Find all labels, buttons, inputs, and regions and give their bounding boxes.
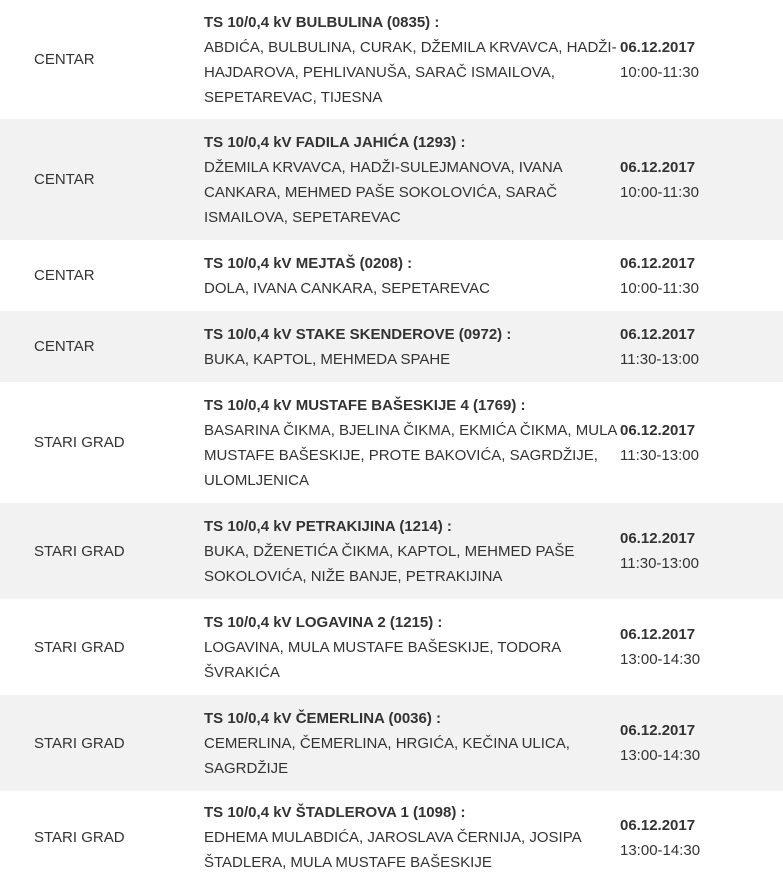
table-row bbox=[0, 503, 783, 599]
area-cell bbox=[0, 791, 204, 884]
area-name: STARI GRAD bbox=[34, 434, 125, 451]
datetime-cell bbox=[620, 695, 783, 791]
streets-cell bbox=[204, 791, 620, 884]
outage-date: 06.12.2017 bbox=[620, 722, 696, 739]
streets-cell bbox=[204, 311, 620, 382]
streets-list: BUKA, KAPTOL, MEHMEDA SPAHE bbox=[204, 350, 451, 368]
area-cell bbox=[0, 695, 204, 791]
datetime-cell bbox=[620, 599, 783, 695]
station-title: TS 10/0,4 kV FADILA JAHIĆA (1293) : bbox=[204, 133, 466, 151]
outage-date: 06.12.2017 bbox=[620, 325, 696, 343]
streets-cell bbox=[204, 503, 620, 599]
streets-list: CEMERLINA, ČEMERLINA, HRGIĆA, KEČINA ULICA, SAGRDŽIJE bbox=[204, 734, 570, 777]
station-title: TS 10/0,4 kV LOGAVINA 2 (1215) : bbox=[204, 613, 443, 631]
streets-list: ABDIĆA, BULBULINA, CURAK, DŽEMILA KRVAVCA, HADŽI-HAJDAROVA, PEHLIVANUŠA, SARAČ ISMAILOVA, SEPETAREVAC, TIJESNA bbox=[204, 38, 617, 106]
area-name: STARI GRAD bbox=[34, 829, 125, 846]
datetime-cell bbox=[620, 0, 783, 119]
streets-list: BASARINA ČIKMA, BJELINA ČIKMA, EKMIĆA ČIKMA, MULA MUSTAFE BAŠESKIJE, PROTE BAKOVIĆA, SAGRDŽIJE, ULOMLJENICA bbox=[204, 421, 617, 489]
datetime-cell bbox=[620, 240, 783, 311]
station-title: TS 10/0,4 kV PETRAKIJINA (1214) : bbox=[204, 517, 452, 535]
table-row bbox=[0, 119, 783, 240]
streets-cell bbox=[204, 695, 620, 791]
outage-date: 06.12.2017 bbox=[620, 158, 696, 176]
datetime-cell bbox=[620, 791, 783, 884]
area-name: STARI GRAD bbox=[34, 638, 125, 656]
outage-time: 11:30-13:00 bbox=[620, 446, 699, 464]
table-row bbox=[0, 599, 783, 695]
streets-cell bbox=[204, 119, 620, 240]
datetime-cell bbox=[620, 382, 783, 503]
table-row bbox=[0, 311, 783, 382]
table-row bbox=[0, 791, 783, 884]
outage-time: 10:00-11:30 bbox=[620, 63, 699, 81]
station-title: TS 10/0,4 kV BULBULINA (0835) : bbox=[204, 13, 440, 31]
area-cell bbox=[0, 119, 204, 240]
area-cell bbox=[0, 382, 204, 503]
datetime-cell bbox=[620, 503, 783, 599]
area-cell bbox=[0, 0, 204, 119]
area-cell bbox=[0, 311, 204, 382]
area-cell bbox=[0, 599, 204, 695]
outage-date: 06.12.2017 bbox=[620, 626, 696, 643]
outage-time: 13:00-14:30 bbox=[620, 651, 701, 668]
area-name: CENTAR bbox=[34, 171, 95, 188]
table-row bbox=[0, 695, 783, 791]
area-cell bbox=[0, 240, 204, 311]
outage-date: 06.12.2017 bbox=[620, 530, 696, 547]
outage-time: 10:00-11:30 bbox=[620, 279, 699, 297]
streets-list: DŽEMILA KRVAVCA, HADŽI-SULEJMANOVA, IVANA CANKARA, MEHMED PAŠE SOKOLOVIĆA, SARAČ ISMAILOVA, SEPETAREVAC bbox=[204, 158, 562, 226]
area-name: CENTAR bbox=[34, 267, 95, 284]
table-row bbox=[0, 240, 783, 311]
outage-date: 06.12.2017 bbox=[620, 254, 696, 272]
streets-cell bbox=[204, 599, 620, 695]
station-title: TS 10/0,4 kV MEJTAŠ (0208) : bbox=[204, 254, 413, 272]
area-name: STARI GRAD bbox=[34, 542, 125, 560]
outage-time: 13:00-14:30 bbox=[620, 841, 701, 859]
area-cell bbox=[0, 503, 204, 599]
streets-list: DOLA, IVANA CANKARA, SEPETAREVAC bbox=[204, 279, 490, 297]
streets-cell bbox=[204, 382, 620, 503]
datetime-cell bbox=[620, 119, 783, 240]
streets-list: BUKA, DŽENETIĆA ČIKMA, KAPTOL, MEHMED PAŠE SOKOLOVIĆA, NIŽE BANJE, PETRAKIJINA bbox=[204, 542, 575, 585]
area-name: CENTAR bbox=[34, 51, 95, 68]
area-name: CENTAR bbox=[34, 338, 95, 355]
datetime-cell bbox=[620, 311, 783, 382]
outage-date: 06.12.2017 bbox=[620, 816, 696, 834]
outage-time: 10:00-11:30 bbox=[620, 183, 699, 201]
table-row bbox=[0, 382, 783, 503]
outage-time: 11:30-13:00 bbox=[620, 555, 699, 572]
outage-time: 11:30-13:00 bbox=[620, 350, 699, 368]
station-title: TS 10/0,4 kV STAKE SKENDEROVE (0972) : bbox=[204, 325, 512, 343]
streets-cell bbox=[204, 0, 620, 119]
area-name: STARI GRAD bbox=[34, 734, 125, 752]
station-title: TS 10/0,4 kV MUSTAFE BAŠESKIJE 4 (1769) : bbox=[204, 396, 526, 414]
table-row bbox=[0, 0, 783, 119]
streets-list: EDHEMA MULABDIĆA, JAROSLAVA ČERNIJA, JOSIPA ŠTADLERA, MULA MUSTAFE BAŠESKIJE bbox=[204, 829, 581, 871]
outage-date: 06.12.2017 bbox=[620, 38, 696, 56]
streets-list: LOGAVINA, MULA MUSTAFE BAŠESKIJE, TODORA ŠVRAKIĆA bbox=[204, 638, 561, 681]
streets-cell bbox=[204, 240, 620, 311]
station-title: TS 10/0,4 kV ŠTADLEROVA 1 (1098) : bbox=[204, 804, 466, 821]
outage-time: 13:00-14:30 bbox=[620, 747, 701, 764]
outage-date: 06.12.2017 bbox=[620, 421, 696, 439]
station-title: TS 10/0,4 kV ČEMERLINA (0036) : bbox=[204, 709, 442, 727]
